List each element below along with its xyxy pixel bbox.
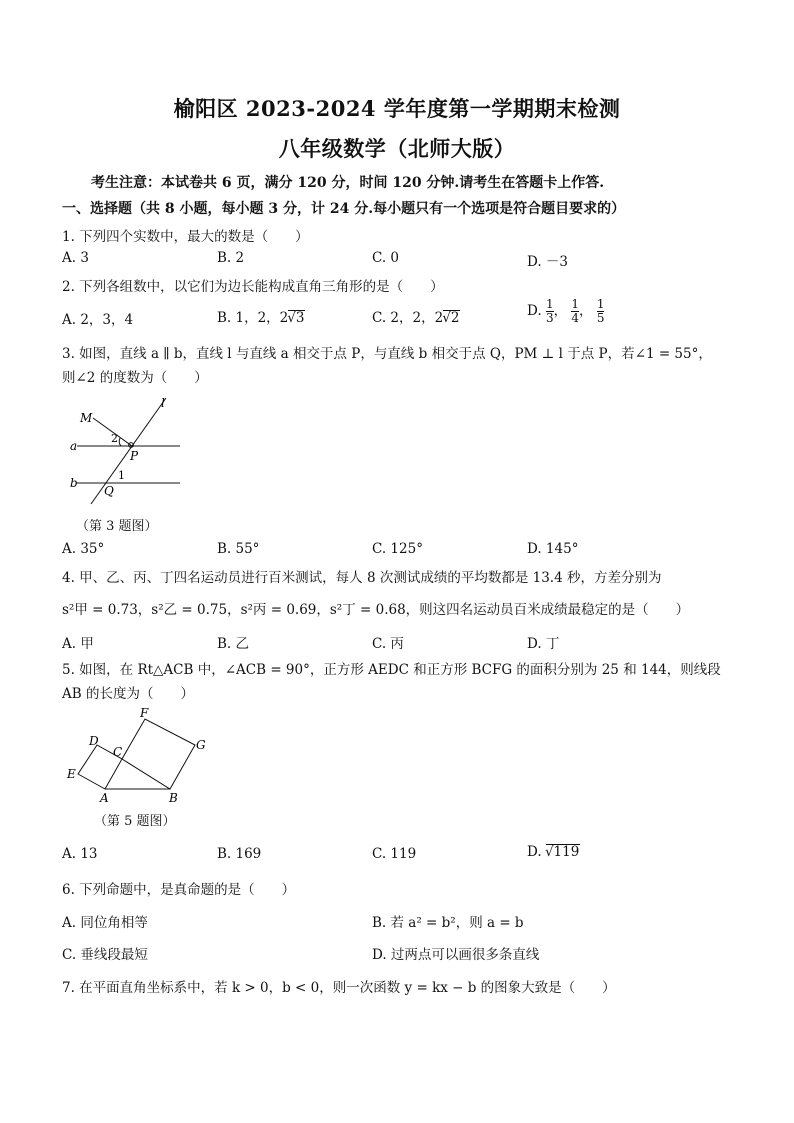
q3-stem-line2: 则∠2 的度数为（ ） — [62, 370, 208, 386]
q1-option-b: B. 2 — [217, 250, 245, 266]
q4-option-b: B. 乙 — [217, 636, 250, 652]
q6-stem: 6. 下列命题中，是真命题的是（ ） — [62, 882, 296, 898]
q3-stem-line1: 3. 如图，直线 a ∥ b，直线 l 与直线 a 相交于点 P，与直线 b 相交于点 Q，PM ⊥ l 于点 P，若∠1 = 55°， — [62, 346, 712, 362]
label-a: a — [70, 439, 78, 453]
label-l: l — [161, 396, 165, 410]
q2-stem: 2. 下列各组数中，以它们为边长能构成直角三角形的是（ ） — [62, 279, 444, 295]
q2-b-sqrt: √3 — [287, 310, 305, 326]
q2-c-sqrt: √2 — [442, 310, 460, 326]
q1-option-a: A. 3 — [62, 250, 89, 266]
q1-option-c: C. 0 — [372, 250, 400, 266]
q3-option-d: D. 145° — [527, 541, 579, 557]
label-m: M — [80, 411, 93, 425]
q2-option-d: D. $\frac{1}{3}$ ， $\frac{1}{4}$ ， $\frac{1}{5}$ — [527, 297, 605, 325]
label-angle-2: 2 — [111, 432, 118, 445]
q4-option-c: C. 丙 — [372, 636, 404, 652]
label-angle-1: 1 — [118, 469, 125, 482]
q2-option-a: A. 2，3，4 — [62, 312, 134, 328]
label-c: C — [113, 745, 123, 759]
q2-option-b: B. 1，2，2√3 — [217, 310, 305, 326]
q3-option-b: B. 55° — [217, 541, 260, 557]
q6-option-c: C. 垂线段最短 — [62, 947, 148, 963]
line-l — [91, 398, 166, 504]
square-bcfg — [122, 719, 195, 789]
label-f: F — [140, 706, 149, 720]
q5-d-sqrt: √119 — [544, 844, 580, 860]
q5-stem-line2: AB 的长度为（ ） — [62, 686, 194, 702]
q4-option-a: A. 甲 — [62, 636, 94, 652]
q6-option-b: B. 若 a² = b²，则 a = b — [372, 915, 524, 931]
exam-subtitle: 八年级数学（北师大版） — [278, 136, 516, 161]
label-e: E — [67, 767, 76, 781]
q5-stem-line1: 5. 如图，在 Rt△ACB 中，∠ACB = 90°，正方形 AEDC 和正方形 BCFG 的面积分别为 25 和 144，则线段 — [62, 662, 721, 678]
q3-figure — [62, 394, 192, 510]
q2-option-c: C. 2，2，2√2 — [372, 310, 460, 326]
q3-option-c: C. 125° — [372, 541, 423, 557]
q4-option-d: D. 丁 — [527, 636, 560, 652]
q5-figure — [62, 705, 212, 805]
q7-stem: 7. 在平面直角坐标系中，若 k > 0，b < 0，则一次函数 y = kx − b 的图象大致是（ ） — [62, 980, 616, 996]
q5-option-d: D. √119 — [527, 844, 580, 860]
q4-stem-line2: s²甲 = 0.73，s²乙 = 0.75，s²丙 = 0.69，s²丁 = 0.68，则这四名运动员百米成绩最稳定的是（ ） — [62, 602, 690, 618]
exam-notice: 考生注意：本试卷共 6 页，满分 120 分，时间 120 分钟.请考生在答题卡上作答. — [91, 175, 605, 191]
q6-option-a: A. 同位角相等 — [62, 915, 148, 931]
angle-2-arc — [119, 438, 121, 446]
label-d: D — [89, 734, 99, 748]
q4-stem-line1: 4. 甲、乙、丙、丁四名运动员进行百米测试，每人 8 次测试成绩的平均数都是 13.4 秒，方差分别为 — [62, 570, 662, 586]
q1-stem: 1. 下列四个实数中，最大的数是（ ） — [62, 229, 309, 245]
label-q: Q — [104, 484, 114, 498]
exam-title: 榆阳区 2023-2024 学年度第一学期期末检测 — [173, 96, 621, 121]
q5-option-a: A. 13 — [62, 846, 98, 862]
label-p: P — [130, 449, 139, 463]
label-b: B — [169, 791, 178, 805]
q1-option-d: D. －3 — [527, 254, 569, 270]
q5-option-b: B. 169 — [217, 846, 262, 862]
label-a: A — [100, 791, 109, 805]
label-g: G — [196, 738, 206, 752]
q6-option-d: D. 过两点可以画很多条直线 — [372, 947, 540, 963]
q5-figure-caption: （第 5 题图） — [94, 814, 176, 829]
section-heading: 一、选择题（共 8 小题，每小题 3 分，计 24 分.每小题只有一个选项是符合题目要求的） — [62, 201, 626, 217]
q3-option-a: A. 35° — [62, 541, 105, 557]
q3-figure-caption: （第 3 题图） — [76, 519, 158, 534]
label-b: b — [70, 476, 78, 490]
q5-option-c: C. 119 — [372, 846, 417, 862]
